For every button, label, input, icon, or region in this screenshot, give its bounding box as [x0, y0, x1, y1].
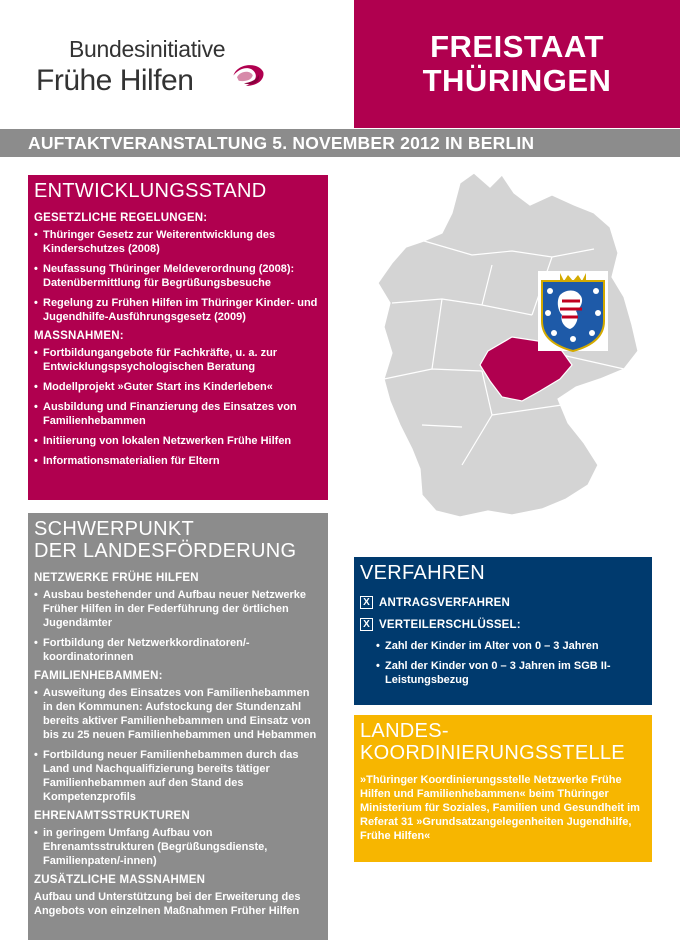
section-heading: ZUSÄTZLICHE MASSNAHMEN [34, 874, 206, 886]
list-item: • Regelung zu Frühen Hilfen im Thüringer Kinder- und Jugendhilfe-Ausführungsgesetz (2009) [34, 296, 322, 324]
entwicklungsstand-title: ENTWICKLUNGSSTAND [34, 180, 267, 202]
list [34, 826, 322, 868]
landeskoordinierungsstelle-box [354, 715, 652, 862]
list-item: • Zahl der Kinder von 0 – 3 Jahren im SGB II-Leistungsbezug [376, 659, 646, 687]
list-item: • Thüringer Gesetz zur Weiterentwicklung des Kinderschutzes (2008) [34, 228, 322, 256]
list-item: • Zahl der Kinder im Alter von 0 – 3 Jahren [376, 639, 646, 653]
schwerpunkt-title-line1: SCHWERPUNKT [34, 518, 194, 540]
section-heading: GESETZLICHE REGELUNGEN: [34, 212, 208, 224]
verfahren-title: VERFAHREN [360, 562, 485, 584]
paragraph: Aufbau und Unterstützung bei der Erweiterung des Angebots von einzelnen Maßnahmen Früher Hilfen [34, 891, 301, 917]
entwicklungsstand-box [28, 175, 328, 500]
logo-swirl [230, 38, 335, 113]
logo-text-line2: Frühe Hilfen [36, 64, 194, 97]
verfahren-box [354, 557, 652, 705]
list [376, 639, 646, 687]
list-item: • Fortbildung der Netzwerkkordinatoren/-koordinatorinnen [34, 636, 322, 664]
section-heading: NETZWERKE FRÜHE HILFEN [34, 572, 199, 584]
schwerpunkt-box [28, 513, 328, 940]
paragraph: »Thüringer Koordinierungsstelle Netzwerke Frühe Hilfen und Familienhebammen« beim Thüringer Ministerium für Soziales, Familien und Gesundheit im Referat 31 »Grundsatzangelegenheiten Jugendhilfe, Frühe Hilfen« [360, 774, 640, 842]
section-heading: EHRENAMTSSTRUKTUREN [34, 810, 190, 822]
list [34, 228, 322, 324]
list-item: • Modellprojekt »Guter Start ins Kinderleben« [34, 380, 322, 394]
state-title-line1: FREISTAAT [430, 29, 604, 64]
list-item: • Ausbildung und Finanzierung des Einsatzes von Familienhebammen [34, 400, 322, 428]
schwerpunkt-title-line2: DER LANDESFÖRDERUNG [34, 540, 297, 562]
list-item: • Neufassung Thüringer Meldeverordnung (2008): Datenübermittlung für Begrüßungsbesuche [34, 262, 322, 290]
germany-map [362, 165, 662, 535]
list-item: • Informationsmaterialien für Eltern [34, 454, 322, 468]
checkbox-row-antrag [360, 596, 646, 609]
option-label: ANTRAGSVERFAHREN [379, 596, 510, 609]
section-heading: MASSNAHMEN: [34, 330, 124, 342]
list-item: • Ausweitung des Einsatzes von Familienhebammen in den Kommunen: Aufstockung der Stundenzahl bereits aktiver Familienhebammen und Einsatz von bis zu 25 neuen Familienhebammen und Hebammen [34, 686, 322, 742]
list-item: • Fortbildung neuer Familienhebammen durch das Land und Nachqualifizierung bereits tätiger Familienhebammen auf den Stand des Kompetenzprofils [34, 748, 322, 804]
checkbox-row-verteiler [360, 618, 646, 631]
state-title-line2: THÜRINGEN [422, 63, 612, 98]
list [34, 686, 322, 804]
coat-of-arms-icon [538, 271, 608, 351]
landes-title-line2: KOORDINIERUNGSSTELLE [360, 742, 625, 764]
section-heading: FAMILIENHEBAMMEN: [34, 670, 163, 682]
option-label: VERTEILERSCHLÜSSEL: [379, 618, 521, 631]
list-item: • in geringem Umfang Aufbau von Ehrenamtsstrukturen (Begrüßungsdienste, Familienpaten/-innen) [34, 826, 322, 868]
list-item: • Initiierung von lokalen Netzwerken Frühe Hilfen [34, 434, 322, 448]
checked-box-icon: X [360, 618, 373, 631]
list-item: • Ausbau bestehender und Aufbau neuer Netzwerke Früher Hilfen in der Federführung der örtlichen Jugendämter [34, 588, 322, 630]
logo-text-line1: Bundesinitiative [69, 36, 226, 62]
list-item: • Fortbildungangebote für Fachkräfte, u. a. zur Entwicklungspsychologischen Beratung [34, 346, 322, 374]
event-title: AUFTAKTVERANSTALTUNG 5. NOVEMBER 2012 IN BERLIN [28, 133, 535, 153]
landes-title-line1: LANDES- [360, 720, 449, 742]
state-title [354, 30, 680, 98]
list [34, 346, 322, 468]
checked-box-icon: X [360, 596, 373, 609]
list [34, 588, 322, 664]
